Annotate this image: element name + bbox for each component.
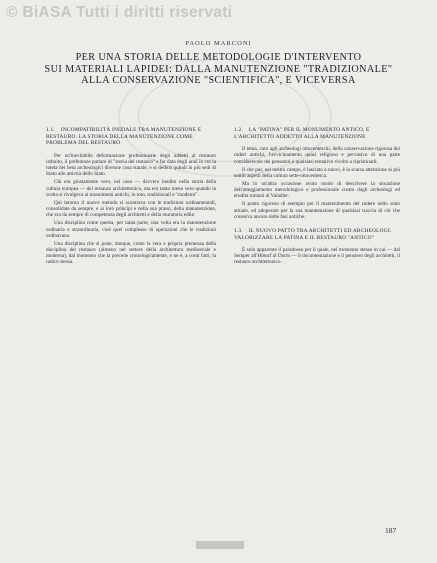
page-number: 187	[385, 526, 397, 535]
copyright-watermark: © BiASA Tutti i diritti riservati	[6, 4, 233, 21]
article-title	[30, 52, 407, 87]
section-title: IL NUOVO PATTO TRA ARCHITETTI ED ARCHEOLOGI: VALORIZZARE LA PATINA E IL RESTAURO "ANTICO"	[234, 227, 392, 241]
body-paragraph: Una disciplina che si pone, dunque, come la vera e propria premessa della disciplina del restauro (almeno nel settore della architettura medioevale e moderna), dal momento che la precede cronologicamente, e ne è, a conti fatti, la radice stessa.	[46, 240, 216, 266]
section-number: 1.1.	[46, 127, 55, 133]
section-title: LA "PATINA" PER IL MONUMENTO ANTICO, E L'ARCHITETTO ADDETTO ALLA MANUTENZIONE	[234, 127, 370, 140]
title-line-3: ALLA CONSERVAZIONE "SCIENTIFICA", E VICEVERSA	[81, 75, 356, 86]
right-column-body-2	[234, 247, 400, 265]
section-heading-1-2	[234, 127, 400, 140]
section-number: 1.3.	[234, 227, 243, 234]
section-heading-1-3	[234, 228, 400, 241]
right-column	[234, 127, 400, 268]
right-column-body-1	[234, 146, 400, 220]
body-paragraph: Per un'inevitabile deformazione professionale degli addetti al restauro istituito, il preferenze parlare di "storia del restauro" e far data degli anni in cui la tutela dei beni archeologici divenne cosa statale, e si dedicò quindi in più sedi di Stato alle attività dello Stato.	[46, 152, 216, 178]
section-heading-1-1	[46, 127, 216, 147]
section-number: 1.2.	[234, 127, 243, 133]
left-column-body	[46, 153, 216, 266]
body-paragraph: Qui intorno il nuovo metodo si scontrava con le tradizioni ordinamentali, consolidate da sempre, e ai loro principi e nella sua prassi, della manutenzione, che era da sempre di competenza degli architetti e della muratoria edile.	[46, 199, 216, 219]
library-stamp-mark	[196, 541, 244, 549]
body-paragraph: Chi era giustamente vero, nel caso — davvero inedito nella storia della cultura europea — del restauro architettonico, ma era tanto meno vero quando la scelta si rivolgeva ai monumenti antichi, in toto, tradizionali e "moderni".	[46, 179, 216, 198]
left-column	[46, 127, 216, 267]
title-line-1: PER UNA STORIA DELLE METODOLOGIE D'INTERVENTO	[75, 52, 362, 63]
body-paragraph: Una disciplina come questa, per tanta parte, una volta era la manutenzione ordinaria e straordinaria, cioè quel complesso di operazioni che le tradizioni ordinavano.	[46, 220, 216, 239]
section-title: INCOMPATIBILITÀ INIZIALE TRA MANUTENZIONE E RESTAURO. LA STORIA DELLA MANUTENZIONE COME PROBLEMA DEL RESTAURO	[46, 127, 202, 147]
body-paragraph: È solo apparente il paradosso per il quale, nel momento stesso in cui — dal Semper all'Hittorf al Durm — il documentazione e il pensiero degli architetti, il restauro architettonico.	[234, 247, 400, 266]
body-paragraph: Il punto rigoroso di esempio per il mantenimento del rudere nello stato attuale, ed adoperare per la sua manutenzione di qualsiasi traccia di ciò che conserva ancora delle fasi antiche.	[234, 201, 400, 220]
body-paragraph: Il tema, caro agli archeologi ottocenteschi, della conservazione rigorosa dei ruderi antichi, l'avvicinamento quasi religioso e pervasivo di una parte considerevole dei pensatori e qualsiasi tentativo rivolto a ripristinarli.	[234, 146, 400, 165]
body-paragraph: Il che pur, nel nostro campo, è lasciato a nuovi, è la scarsa attenzione ai più sottili aspetti della cultura sette-ottocentesca.	[234, 166, 400, 179]
author-name: PAOLO MARCONI	[185, 40, 252, 47]
body-paragraph: Ma in un'altra occasione avuto modo di descrivere la situazione dell'atteggiamento metodologico e professionale creato dagli archeologi ed erudita romani al Valadier.	[234, 180, 400, 200]
title-line-2: SUI MATERIALI LAPIDEI: DALLA MANUTENZIONE "TRADIZIONALE"	[44, 63, 393, 75]
